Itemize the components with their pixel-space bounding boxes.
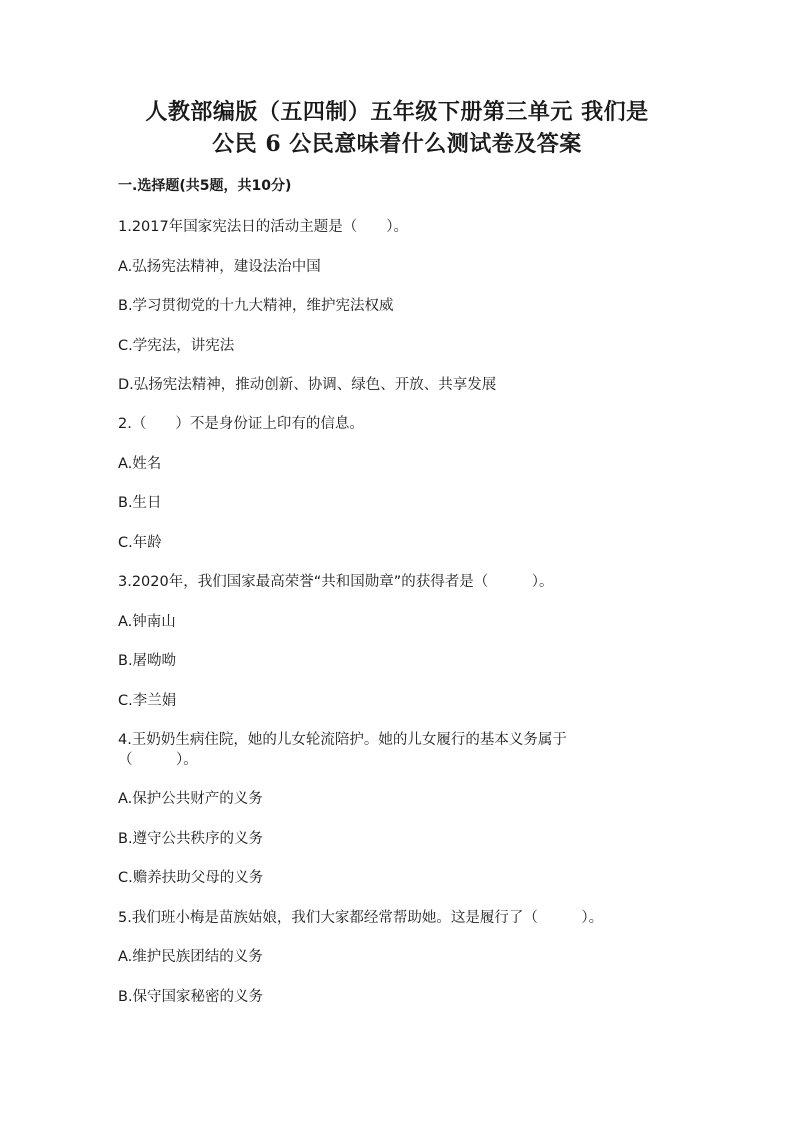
question-4-option-c[interactable]: C.赡养扶助父母的义务 — [118, 870, 264, 886]
question-1-option-a[interactable]: A.弘扬宪法精神，建设法治中国 — [118, 259, 321, 275]
question-5-option-b[interactable]: B.保守国家秘密的义务 — [118, 989, 264, 1005]
document-title-line-1: 人教部编版（五四制）五年级下册第三单元 我们是 — [145, 99, 649, 125]
question-2-option-b[interactable]: B.生日 — [118, 495, 162, 511]
document-title-line-2: 公民 6 公民意味着什么测试卷及答案 — [212, 131, 582, 157]
section-heading: 一.选择题(共5题，共10分) — [118, 178, 292, 194]
question-4-stem: 4.王奶奶生病住院，她的儿女轮流陪护。她的儿女履行的基本义务属于 — [118, 732, 567, 748]
question-3-option-a[interactable]: A.钟南山 — [118, 614, 176, 630]
question-3-stem: 3.2020年，我们国家最高荣誉“共和国勋章”的获得者是（ ）。 — [118, 574, 554, 590]
question-3-option-c[interactable]: C.李兰娟 — [118, 693, 177, 709]
question-4-option-a[interactable]: A.保护公共财产的义务 — [118, 791, 263, 807]
question-2-option-a[interactable]: A.姓名 — [118, 456, 162, 472]
question-1-option-b[interactable]: B.学习贯彻党的十九大精神，维护宪法权威 — [118, 298, 394, 314]
question-2-stem: 2.（ ）不是身份证上印有的信息。 — [118, 416, 364, 432]
question-3-option-b[interactable]: B.屠呦呦 — [118, 653, 177, 669]
question-4-stem-continued: （ ）。 — [118, 752, 198, 768]
question-1-stem: 1.2017年国家宪法日的活动主题是（ ）。 — [118, 219, 408, 235]
question-5-stem: 5.我们班小梅是苗族姑娘，我们大家都经常帮助她。这是履行了（ ）。 — [118, 910, 604, 926]
question-4-option-b[interactable]: B.遵守公共秩序的义务 — [118, 831, 264, 847]
question-2-option-c[interactable]: C.年龄 — [118, 535, 162, 551]
question-1-option-c[interactable]: C.学宪法，讲宪法 — [118, 338, 235, 354]
question-1-option-d[interactable]: D.弘扬宪法精神，推动创新、协调、绿色、开放、共享发展 — [118, 377, 497, 393]
question-5-option-a[interactable]: A.维护民族团结的义务 — [118, 949, 263, 965]
